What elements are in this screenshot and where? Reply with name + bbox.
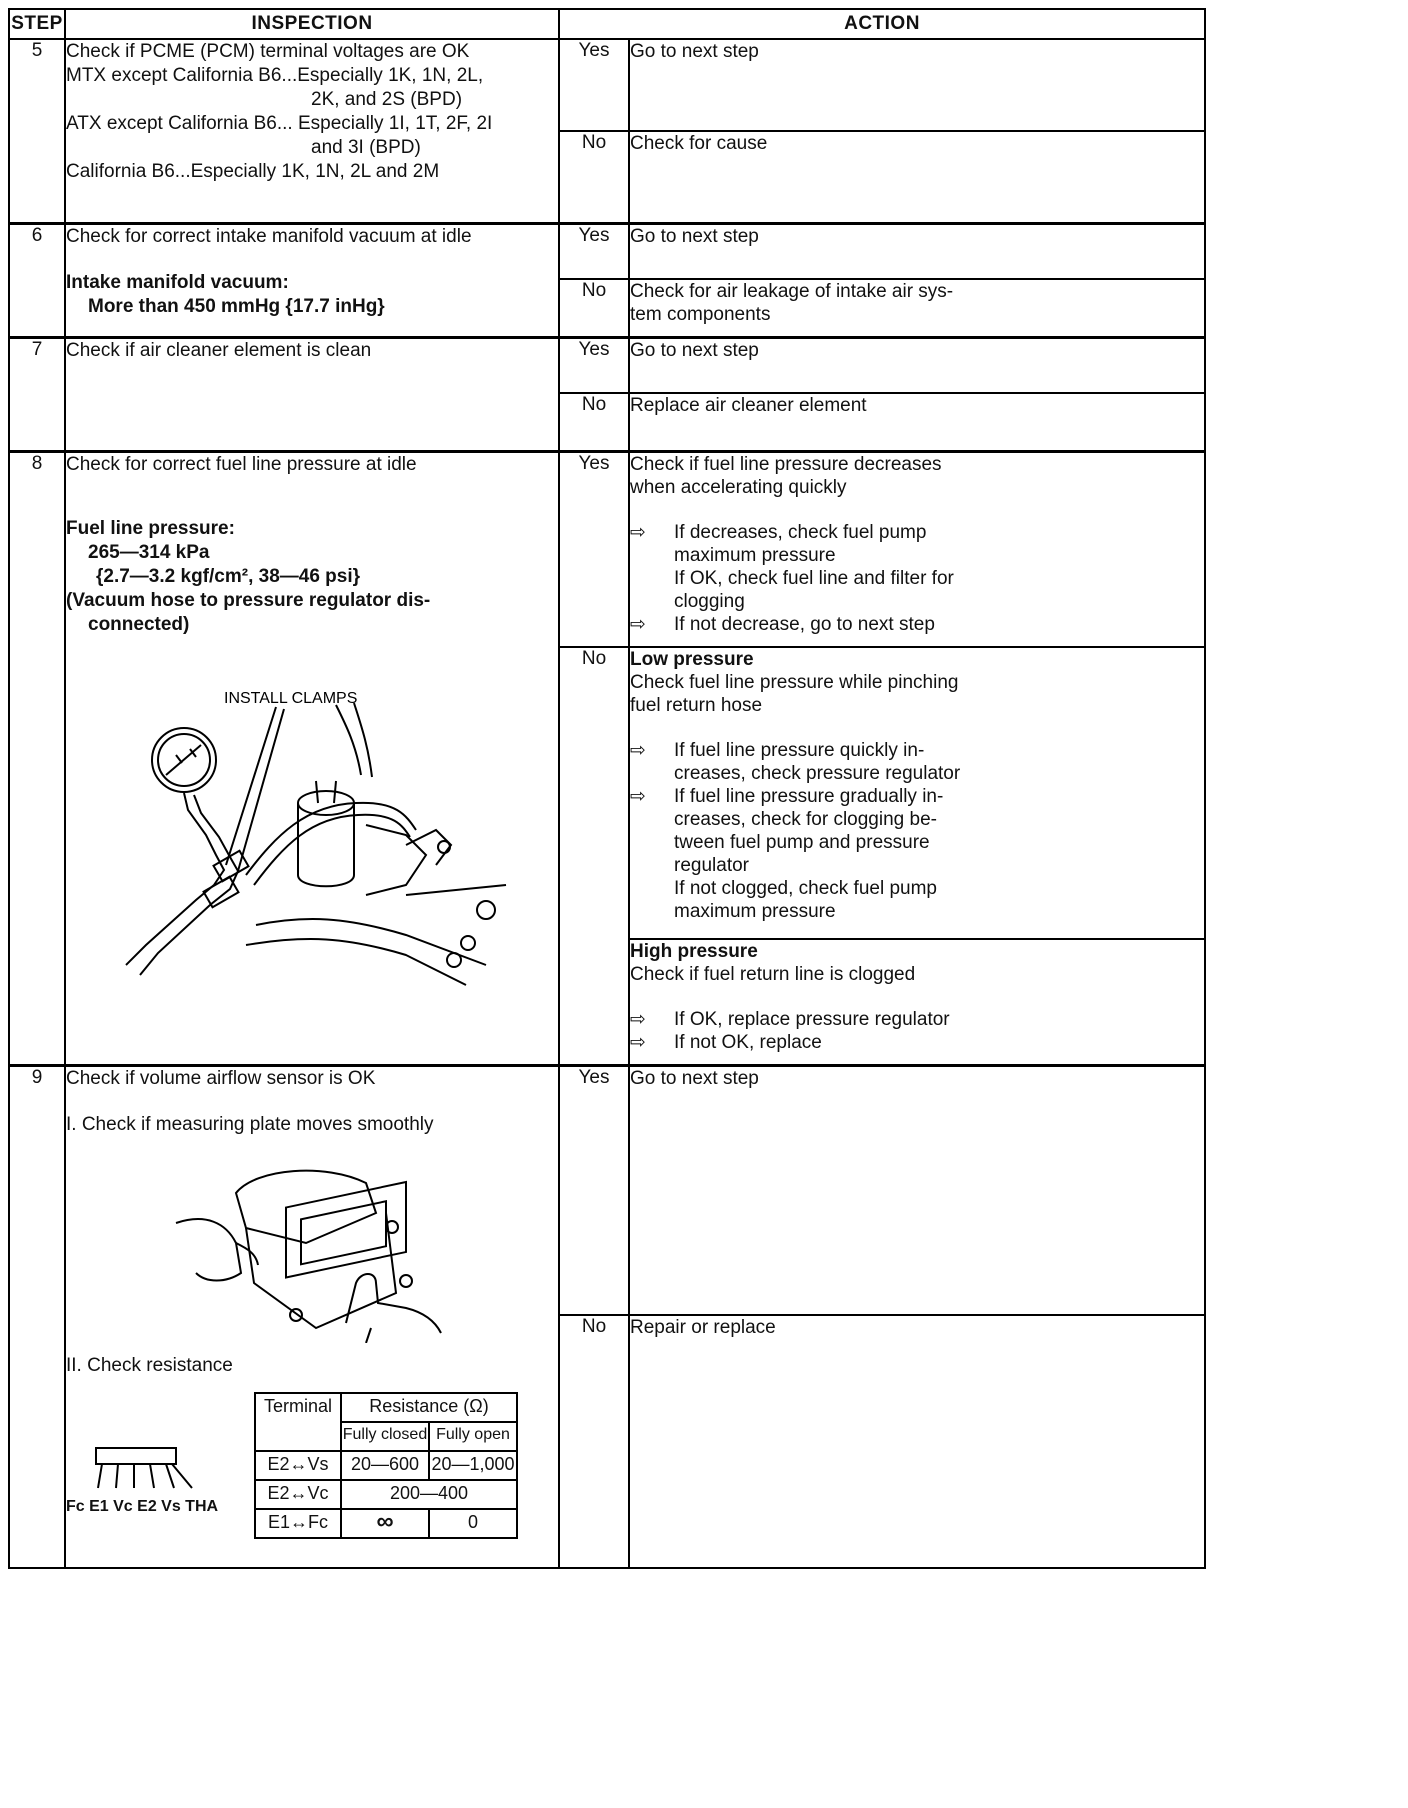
step-7-yes-row — [9, 337, 1205, 393]
header-row — [9, 9, 1205, 39]
step-9-inspection: Check if volume airflow sensor is OK I. Check if measuring plate moves smoothly II. Check resistance Fc E1 Vc E2 Vs THA Terminal Resistance (Ω) Fully closed Fully open E2↔Vs 20—600 20—1,000 E2↔Vc 200—400 E1↔Fc ∞ 0 — [65, 1065, 559, 1568]
step-number: 8 — [9, 451, 65, 1065]
no-label: No — [559, 647, 629, 1065]
no-action: Check for air leakage of intake air sys- tem components — [629, 279, 1205, 337]
connector-diagram — [66, 1442, 256, 1519]
step-5-inspection: Check if PCME (PCM) terminal voltages are OK MTX except California B6...Especially 1K, 1N, 2L, 2K, and 2S (BPD) ATX except California B6... Especially 1I, 1T, 2F, 2I and 3I (BPD) California B6...Especially 1K, 1N, 2L and 2M — [65, 39, 559, 223]
step-6-yes-row — [9, 223, 1205, 279]
bullet-item: ⇨ If not decrease, go to next step — [630, 613, 935, 635]
yes-action: Go to next step — [629, 1065, 1205, 1315]
arrow-icon: ⇨ — [630, 740, 646, 761]
table-row: E2↔Vc 200—400 — [255, 1480, 517, 1509]
install-clamps-label: INSTALL CLAMPS — [224, 689, 358, 707]
yes-action: Go to next step — [629, 337, 1205, 393]
connector-icon — [66, 1442, 246, 1494]
no-action: Check for cause — [629, 131, 1205, 223]
yes-label: Yes — [559, 337, 629, 393]
inspection-header: INSPECTION — [65, 9, 559, 39]
step-5-yes-row — [9, 39, 1205, 131]
fully-open-header: Fully open — [429, 1422, 517, 1451]
no-label: No — [559, 131, 629, 223]
yes-label: Yes — [559, 1065, 629, 1315]
yes-label: Yes — [559, 223, 629, 279]
no-label: No — [559, 1315, 629, 1567]
table-row: E1↔Fc ∞ 0 — [255, 1509, 517, 1538]
table-row: E2↔Vs 20—600 20—1,000 — [255, 1451, 517, 1480]
step-8-yes-row — [9, 451, 1205, 647]
step-number: 6 — [9, 223, 65, 337]
resistance-header: Resistance (Ω) — [341, 1393, 517, 1422]
step-number: 9 — [9, 1065, 65, 1568]
airflow-sensor-diagram — [166, 1153, 558, 1350]
bullet-item: ⇨ If decreases, check fuel pump — [630, 521, 927, 543]
arrow-icon: ⇨ — [630, 786, 646, 807]
arrow-icon: ⇨ — [630, 613, 646, 635]
step-number: 5 — [9, 39, 65, 223]
yes-action: Check if fuel line pressure decreases when accelerating quickly ⇨ If decreases, check fuel pump maximum pressure If OK, check fuel line and filter for clogging ⇨ If not decrease, go to next step — [629, 451, 1205, 647]
yes-label: Yes — [559, 39, 629, 131]
no-action: Replace air cleaner element — [629, 393, 1205, 451]
bullet-item: ⇨ If fuel line pressure quickly in- — [630, 740, 925, 761]
high-pressure-action: High pressure Check if fuel return line is clogged ⇨ If OK, replace pressure regulator ⇨ If not OK, replace — [629, 939, 1205, 1065]
arrow-icon: ⇨ — [630, 1032, 646, 1053]
fuel-pressure-gauge-diagram — [106, 685, 558, 1002]
step-7-inspection: Check if air cleaner element is clean — [65, 337, 559, 451]
yes-action: Go to next step — [629, 223, 1205, 279]
no-label: No — [559, 393, 629, 451]
sub-step-1: I. Check if measuring plate moves smoothly — [66, 1113, 434, 1135]
fully-closed-header: Fully closed — [341, 1422, 429, 1451]
no-label: No — [559, 279, 629, 337]
troubleshooting-table — [8, 8, 1206, 1569]
fuel-gauge-illustration — [106, 685, 526, 995]
step-8-inspection: Check for correct fuel line pressure at idle Fuel line pressure: 265—314 kPa {2.7—3.2 kgf/cm², 38—46 psi} (Vacuum hose to pressure regulator dis- connected) INSTALL CLAMPS — [65, 451, 559, 1065]
yes-action: Go to next step — [629, 39, 1205, 131]
bullet-item: ⇨ If OK, replace pressure regulator — [630, 1009, 950, 1030]
sub-step-2: II. Check resistance — [66, 1354, 233, 1376]
bullet-item: ⇨ If not OK, replace — [630, 1032, 822, 1053]
resistance-table — [254, 1392, 518, 1539]
step-9-yes-row — [9, 1065, 1205, 1315]
resistance-check — [66, 1392, 558, 1567]
step-header: STEP — [9, 9, 65, 39]
step-6-inspection: Check for correct intake manifold vacuum at idle Intake manifold vacuum: More than 450 mmHg {17.7 inHg} — [65, 223, 559, 337]
connector-label: Fc E1 Vc E2 Vs THA — [66, 1497, 219, 1515]
arrow-icon: ⇨ — [630, 1009, 646, 1030]
measuring-plate-illustration — [166, 1153, 466, 1343]
yes-label: Yes — [559, 451, 629, 647]
low-pressure-action: Low pressure Check fuel line pressure while pinching fuel return hose ⇨ If fuel line pressure quickly in- creases, check pressure regulator ⇨ If fuel line pressure gradually in- creases, check for clogging be- tween fuel pump and pressure regulator If not clogged, check fuel pump maximum pressure — [629, 647, 1205, 939]
no-action: Repair or replace — [629, 1315, 1205, 1567]
action-header: ACTION — [559, 9, 1205, 39]
terminal-header: Terminal — [255, 1393, 341, 1451]
step-number: 7 — [9, 337, 65, 451]
bullet-item: ⇨ If fuel line pressure gradually in- — [630, 786, 944, 807]
arrow-icon: ⇨ — [630, 521, 646, 543]
